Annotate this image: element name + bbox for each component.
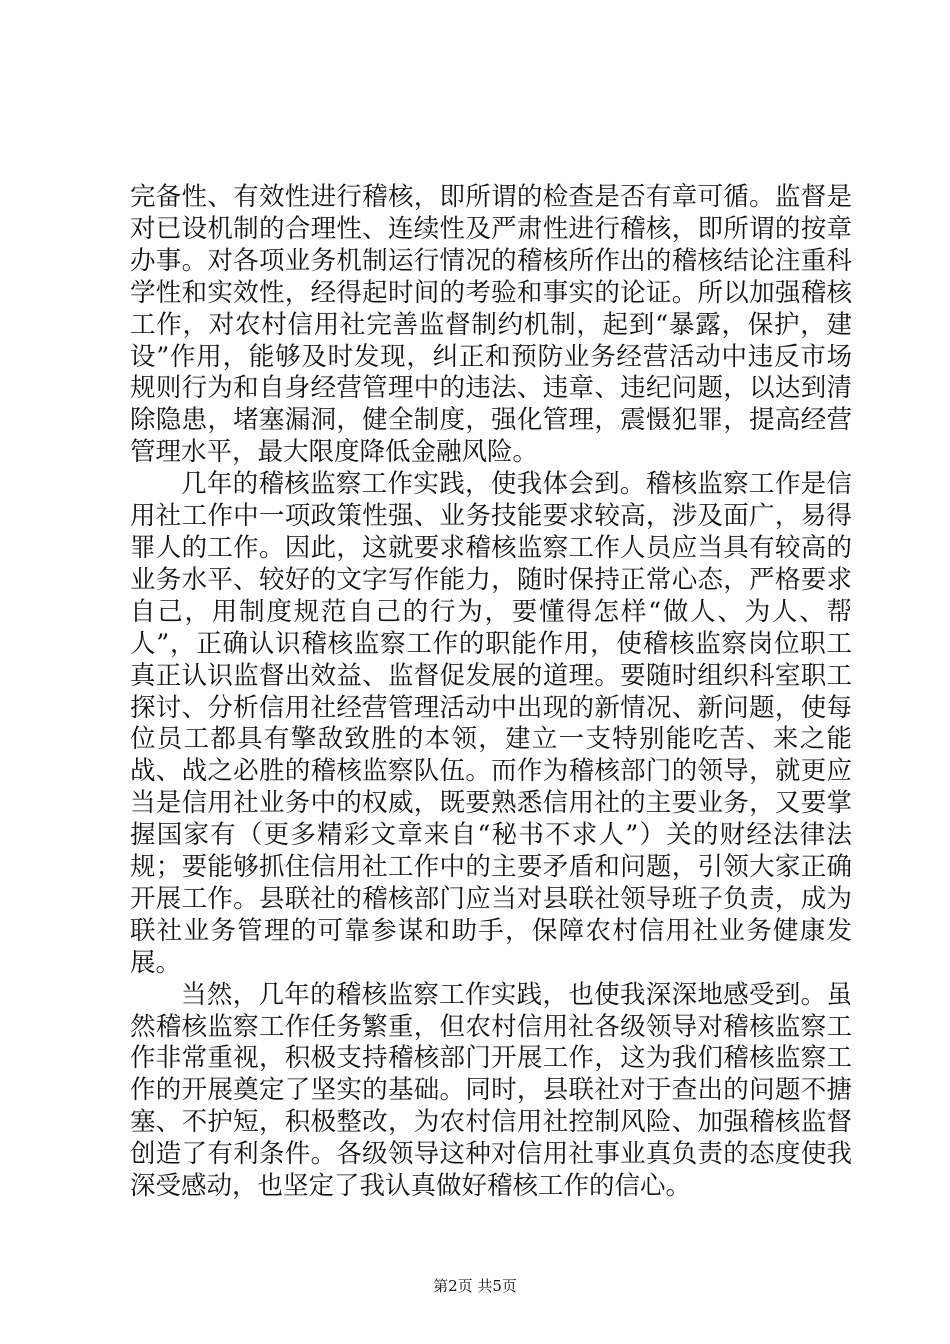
paragraph-continued: 完备性、有效性进行稽核，即所谓的检查是否有章可循。监督是对已设机制的合理性、连续性及严肃性进行稽核，即所谓的按章办事。对各项业务机制运行情况的稽核所作出的稽核结论注重科学性和实效性，经得起时间的考验和事实的论证。所以加强稽核工作，对农村信用社完善监督制约机制，起到“暴露，保护，建设”作用，能够及时发现，纠正和预防业务经营活动中违反市场规则行为和自身经营管理中的违法、违章、违纪问题，以达到清除隐患，堵塞漏洞，健全制度，强化管理，震慑犯罪，提高经营管理水平，最大限度降低金融风险。: [130, 182, 852, 468]
paragraph-leadership-support: 当然，几年的稽核监察工作实践，也使我深深地感受到。虽然稽核监察工作任务繁重，但农村信用社各级领导对稽核监察工作非常重视，积极支持稽核部门开展工作，这为我们稽核监察工作的开展奠定了坚实的基础。同时，县联社对于查出的问题不搪塞、不护短，积极整改，为农村信用社控制风险、加强稽核监督创造了有利条件。各级领导这种对信用社事业真负责的态度使我深受感动，也坚定了我认真做好稽核工作的信心。: [130, 979, 852, 1202]
paragraph-practice-experience: 几年的稽核监察工作实践，使我体会到。稽核监察工作是信用社工作中一项政策性强、业务技能要求较高，涉及面广，易得罪人的工作。因此，这就要求稽核监察工作人员应当具有较高的业务水平、较好的文字写作能力，随时保持正常心态，严格要求自己，用制度规范自己的行为，要懂得怎样“做人、为人、帮人”，正确认识稽核监察工作的职能作用，使稽核监察岗位职工真正认识监督出效益、监督促发展的道理。要随时组织科室职工探讨、分析信用社经营管理活动中出现的新情况、新问题，使每位员工都具有擎敌致胜的本领，建立一支特别能吃苦、来之能战、战之必胜的稽核监察队伍。而作为稽核部门的领导，就更应当是信用社业务中的权威，既要熟悉信用社的主要业务，又要掌握国家有（更多精彩文章来自“秘书不求人”）关的财经法律法规；要能够抓住信用社工作中的主要矛盾和问题，引领大家正确开展工作。县联社的稽核部门应当对县联社领导班子负责，成为联社业务管理的可靠参谋和助手，保障农村信用社业务健康发展。: [130, 469, 852, 978]
document-body: [130, 182, 852, 1203]
page-footer: 第2页 共5页: [433, 1277, 517, 1295]
